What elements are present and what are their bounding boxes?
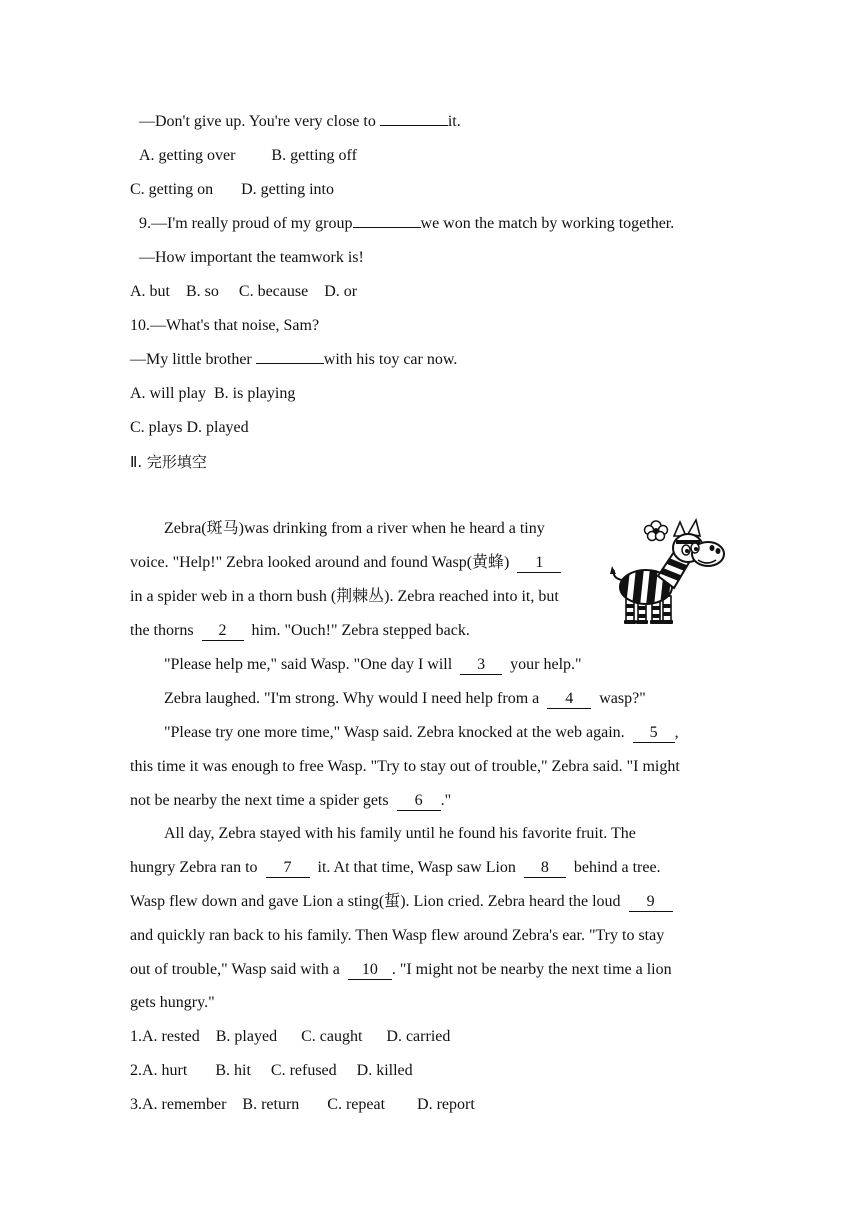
answer-options-3: 3.A. remember B. return C. repeat D. report — [130, 1096, 475, 1113]
passage-line: and quickly ran back to his family. Then Wasp flew around Zebra's ear. "Try to stay — [130, 927, 665, 944]
passage-line: out of trouble," Wasp said with a 10 . "I might not be nearby the next time a lion — [130, 961, 672, 978]
answer-options-1: 1.A. rested B. played C. caught D. carried — [130, 1028, 451, 1045]
passage-line: hungry Zebra ran to 7 it. At that time, Wasp saw Lion 8 behind a tree. — [130, 859, 661, 876]
passage-line: the thorns 2 him. "Ouch!" Zebra stepped back. — [130, 622, 470, 639]
q8-options-ab: A. getting over B. getting off — [139, 147, 357, 164]
answer-options-2: 2.A. hurt B. hit C. refused D. killed — [130, 1062, 413, 1079]
q10-line: —My little brother with his toy car now. — [130, 351, 458, 368]
passage-line: "Please try one more time," Wasp said. Zebra knocked at the web again. 5 , — [164, 724, 679, 741]
passage-blank-2: 2 — [202, 622, 244, 641]
passage-line: not be nearby the next time a spider gets 6 ." — [130, 792, 452, 809]
zebra-cartoon-icon — [608, 514, 730, 632]
passage-blank-9: 9 — [629, 893, 673, 912]
passage-line: Zebra laughed. "I'm strong. Why would I need help from a 4 wasp?" — [164, 690, 646, 707]
passage-blank-3: 3 — [460, 656, 502, 675]
passage-blank-1: 1 — [517, 554, 561, 573]
passage-blank-6: 6 — [397, 792, 441, 811]
q9-blank — [353, 227, 421, 228]
passage-line: in a spider web in a thorn bush (荆棘丛). Zebra reached into it, but — [130, 588, 559, 605]
passage-blank-4: 4 — [547, 690, 591, 709]
passage-blank-8: 8 — [524, 859, 566, 878]
q9-options: A. but B. so C. because D. or — [130, 283, 358, 300]
q10-blank — [256, 363, 324, 364]
q10-question: 10.—What's that noise, Sam? — [130, 317, 320, 334]
q10-options-ab: A. will play B. is playing — [130, 385, 296, 402]
q10-options-cd: C. plays D. played — [130, 419, 249, 436]
passage-line: voice. "Help!" Zebra looked around and found Wasp(黄蜂) 1 — [130, 553, 561, 573]
q9-line: 9.—I'm really proud of my group we won the match by working together. — [139, 215, 675, 232]
passage-blank-5: 5 — [633, 724, 675, 743]
passage-line: this time it was enough to free Wasp. "Try to stay out of trouble," Zebra said. "I might — [130, 758, 680, 775]
q8-options-cd: C. getting on D. getting into — [130, 181, 334, 198]
passage-line: Zebra(斑马)was drinking from a river when he heard a tiny — [164, 520, 545, 537]
q8-blank — [380, 125, 448, 126]
passage-blank-10: 10 — [348, 961, 392, 980]
passage-line: All day, Zebra stayed with his family until he found his favorite fruit. The — [164, 825, 636, 842]
passage-line: Wasp flew down and gave Lion a sting(蜇). Lion cried. Zebra heard the loud 9 — [130, 892, 673, 912]
section-title: Ⅱ. 完形填空 — [130, 453, 207, 471]
passage-line: "Please help me," said Wasp. "One day I will 3 your help." — [164, 656, 582, 673]
passage-blank-7: 7 — [266, 859, 310, 878]
q9-response: —How important the teamwork is! — [139, 249, 364, 266]
q8-line: —Don't give up. You're very close to it. — [139, 113, 461, 130]
passage-line: gets hungry." — [130, 994, 215, 1011]
